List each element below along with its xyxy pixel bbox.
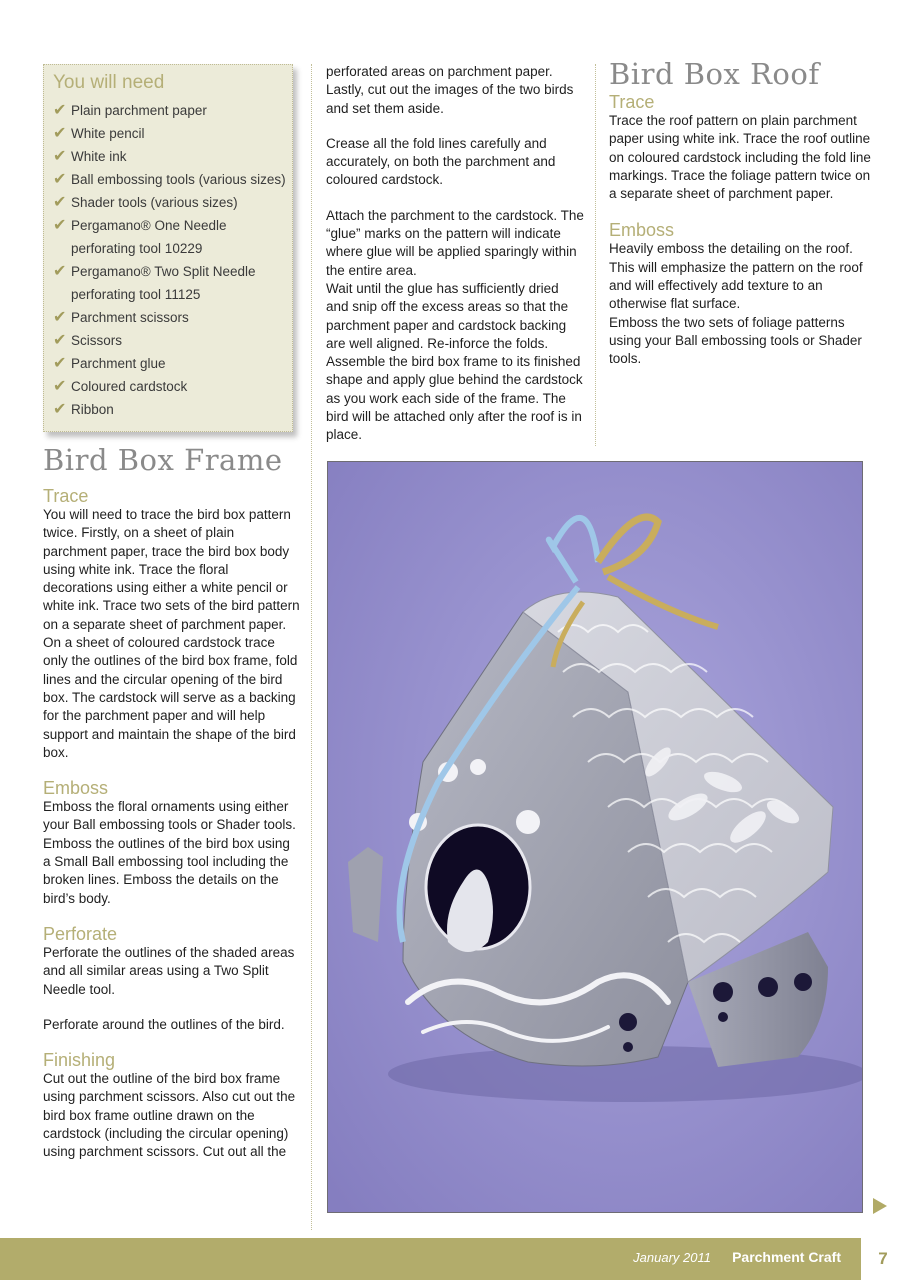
check-icon: ✔	[53, 217, 67, 234]
list-item: ✔ Plain parchment paper	[53, 99, 292, 122]
list-item: ✔ White pencil	[53, 122, 292, 145]
frame-emboss-text: Emboss the floral ornaments using either your Ball embossing tools or Shader tools. Emboss the outlines of the bird box using a Small Ball embossing tool including the broken lines. Emboss the details on the bird’s body.	[43, 799, 296, 906]
magazine-name: Parchment Craft	[732, 1249, 841, 1265]
check-icon: ✔	[53, 332, 67, 349]
check-icon: ✔	[53, 378, 67, 395]
roof-instructions-column	[609, 92, 871, 386]
list-item: ✔ Scissors	[53, 329, 292, 352]
list-item: ✔ Coloured cardstock	[53, 375, 292, 398]
roof-trace-text: Trace the roof pattern on plain parchment paper using white ink. Trace the roof outline on coloured cardstock including the fold line markings. Trace the foliage pattern twice on a separate sheet of parchment paper.	[609, 113, 871, 202]
page-number: 7	[861, 1238, 905, 1280]
column-divider	[595, 64, 596, 446]
assembly-text-2: Crease all the fold lines carefully and accurately, on both the parchment and coloured cardstock.	[326, 135, 556, 188]
list-item-continuation: perforating tool 11125	[71, 287, 201, 302]
frame-perforate-text-2: Perforate around the outlines of the bird.	[43, 1016, 285, 1032]
column-divider	[311, 64, 312, 1230]
check-icon: ✔	[53, 171, 67, 188]
frame-perforate-heading: Perforate	[43, 923, 118, 944]
supplies-list	[53, 99, 292, 421]
frame-emboss-section	[43, 778, 301, 908]
frame-finishing-heading: Finishing	[43, 1050, 116, 1071]
roof-emboss-section	[609, 220, 871, 368]
roof-emboss-text-2: Emboss the two sets of foliage patterns using your Ball embossing tools or Shader tools.	[609, 314, 862, 367]
triangle-right-icon[interactable]	[873, 1198, 887, 1214]
assembly-column	[326, 63, 584, 445]
list-item: ✔ Shader tools (various sizes)	[53, 191, 292, 214]
list-item: ✔ Ball embossing tools (various sizes)	[53, 168, 292, 191]
page-footer	[0, 1238, 905, 1280]
roof-trace-heading: Trace	[609, 92, 655, 112]
check-icon: ✔	[53, 102, 67, 119]
bird-box-frame-title: Bird Box Frame	[43, 443, 283, 477]
list-item: ✔ Parchment scissors	[53, 306, 292, 329]
list-item: ✔ White ink	[53, 145, 292, 168]
you-will-need-box	[43, 64, 293, 432]
check-icon: ✔	[53, 263, 67, 280]
assembly-text-1: perforated areas on parchment paper. Lastly, cut out the images of the two birds and set them aside.	[326, 64, 574, 116]
list-item: ✔ Pergamano® Two Split Needle	[53, 260, 292, 283]
frame-finishing-text: Cut out the outline of the bird box frame using parchment scissors. Also cut out the bird box frame outline drawn on the cardstock (including the circular opening) using parchment scissors. Cut out all the	[43, 1071, 296, 1160]
roof-emboss-heading: Emboss	[609, 220, 675, 241]
roof-trace-section	[609, 92, 871, 203]
check-icon: ✔	[53, 401, 67, 418]
frame-finishing-section	[43, 1050, 301, 1161]
list-item: ✔ Parchment glue	[53, 352, 292, 375]
frame-trace-heading: Trace	[43, 486, 89, 506]
you-will-need-title: You will need	[53, 72, 165, 93]
frame-trace-text: You will need to trace the bird box pattern twice. Firstly, on a sheet of plain parchment paper, trace the bird box body using white ink. Trace the floral decorations using either a white pencil or white ink. Trace two sets of the bird pattern on a separate sheet of parchment paper. On a sheet of coloured cardstock trace only the outlines of the bird box frame, fold lines and the circular opening of the bird box. The cardstock will serve as a backing for the parchment paper and will help support and maintain the shape of the bird box.	[43, 507, 300, 760]
frame-perforate-section	[43, 924, 301, 1034]
issue-date: January 2011	[633, 1250, 711, 1265]
list-item: ✔ Ribbon	[53, 398, 292, 421]
bird-box-photo	[327, 461, 863, 1213]
frame-instructions-column	[43, 486, 301, 1178]
frame-perforate-text-1: Perforate the outlines of the shaded areas and all similar areas using a Two Split Needle tool.	[43, 944, 295, 997]
assembly-text-4: Wait until the glue has sufficiently dried and snip off the excess areas so that the parchment paper and cardstock backing are well aligned. Re-inforce the folds. Assemble the bird box frame to its finished shape and apply glue behind the cardstock as you work each side of the frame. The bird will be attached only after the roof is in place.	[326, 280, 583, 443]
check-icon: ✔	[53, 148, 67, 165]
assembly-text-3: Attach the parchment to the cardstock. The “glue” marks on the pattern will indicate where glue will be applied sparingly within the entire area.	[326, 207, 584, 278]
bird-box-illustration	[328, 462, 863, 1213]
roof-emboss-text-1: Heavily emboss the detailing on the roof. This will emphasize the pattern on the roof and will effectively add texture to an otherwise flat surface.	[609, 241, 863, 312]
bird-box-roof-title: Bird Box Roof	[609, 57, 820, 91]
check-icon: ✔	[53, 309, 67, 326]
list-item-continuation: perforating tool 10229	[71, 241, 203, 256]
check-icon: ✔	[53, 355, 67, 372]
frame-trace-section	[43, 486, 301, 762]
frame-emboss-heading: Emboss	[43, 778, 109, 799]
check-icon: ✔	[53, 125, 67, 142]
list-item: ✔ Pergamano® One Needle	[53, 214, 292, 237]
check-icon: ✔	[53, 194, 67, 211]
